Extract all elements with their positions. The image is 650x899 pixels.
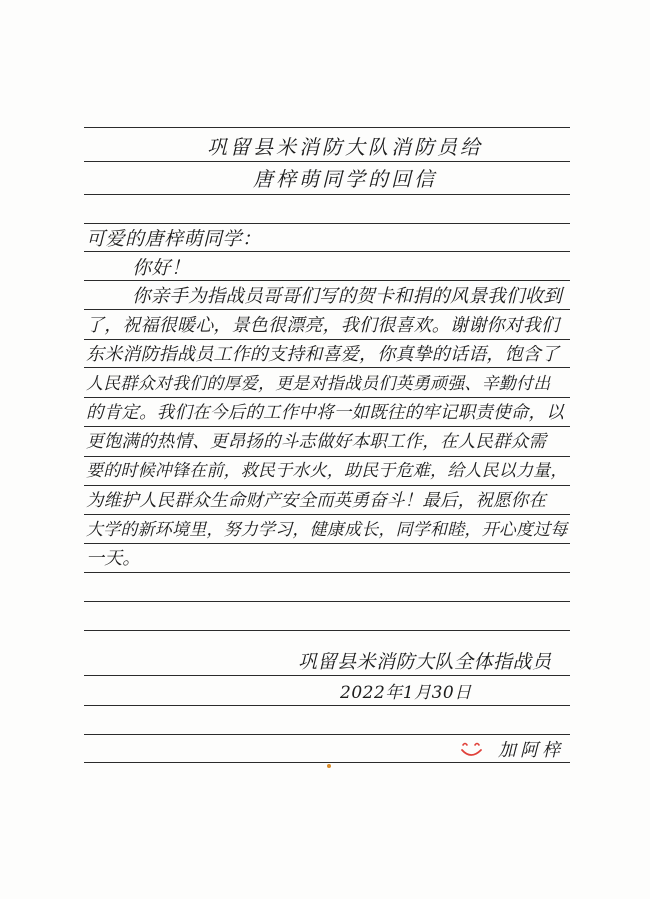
greeting: 你好！ — [132, 257, 191, 279]
ruled-line — [84, 161, 570, 162]
ruled-line — [84, 397, 570, 398]
date: 2022年1月30日 — [340, 683, 472, 703]
body-line: 要的时候冲锋在前，救民于水火，助民于危难，给人民以力量， — [86, 461, 568, 481]
ruled-line — [84, 194, 570, 195]
smiley-face-icon — [459, 740, 485, 760]
ruled-line — [84, 426, 570, 427]
body-line: 的肯定。我们在今后的工作中将一如既往的牢记职责使命，以 — [86, 403, 564, 423]
body-line: 大学的新环境里，努力学习，健康成长，同学和睦，开心度过每 — [86, 520, 568, 540]
body-line: 一天。 — [86, 548, 141, 569]
sign-off: 巩留县米消防大队全体指战员 — [298, 651, 552, 673]
ruled-line — [84, 514, 570, 515]
body-line: 为维护人民群众生命财产安全而英勇奋斗！最后，祝愿你在 — [86, 491, 547, 511]
ruled-line — [84, 339, 570, 340]
ruled-line — [84, 675, 570, 676]
body-line: 东米消防指战员工作的支持和喜爱，你真挚的话语，饱含了 — [86, 344, 560, 365]
body-line: 了，祝福很暖心，景色很漂亮，我们很喜欢。谢谢你对我们 — [86, 315, 560, 336]
ruled-line — [84, 456, 570, 457]
ruled-line — [84, 127, 570, 128]
ruled-line — [84, 223, 570, 224]
body-line: 更饱满的热情、更昂扬的斗志做好本职工作，在人民群众需 — [86, 432, 547, 452]
signature: 加阿梓 — [498, 740, 564, 761]
ruled-line — [84, 705, 570, 706]
ruled-line — [84, 734, 570, 735]
ruled-line — [84, 543, 570, 544]
ruled-line — [84, 630, 570, 631]
body-line: 人民群众对我们的厚爱，更是对指战员们英勇顽强、辛勤付出 — [86, 374, 551, 394]
ruled-line — [84, 572, 570, 573]
ruled-line — [84, 485, 570, 486]
body-line: 你亲手为指战员哥哥们写的贺卡和捐的风景我们收到 — [132, 286, 563, 307]
ink-dot — [327, 764, 331, 768]
salutation: 可爱的唐梓萌同学： — [86, 228, 262, 250]
letter-title-line-1: 巩留县米消防大队消防员给 — [207, 135, 483, 159]
ruled-line — [84, 601, 570, 602]
letter-title-line-2: 唐梓萌同学的回信 — [253, 167, 437, 191]
